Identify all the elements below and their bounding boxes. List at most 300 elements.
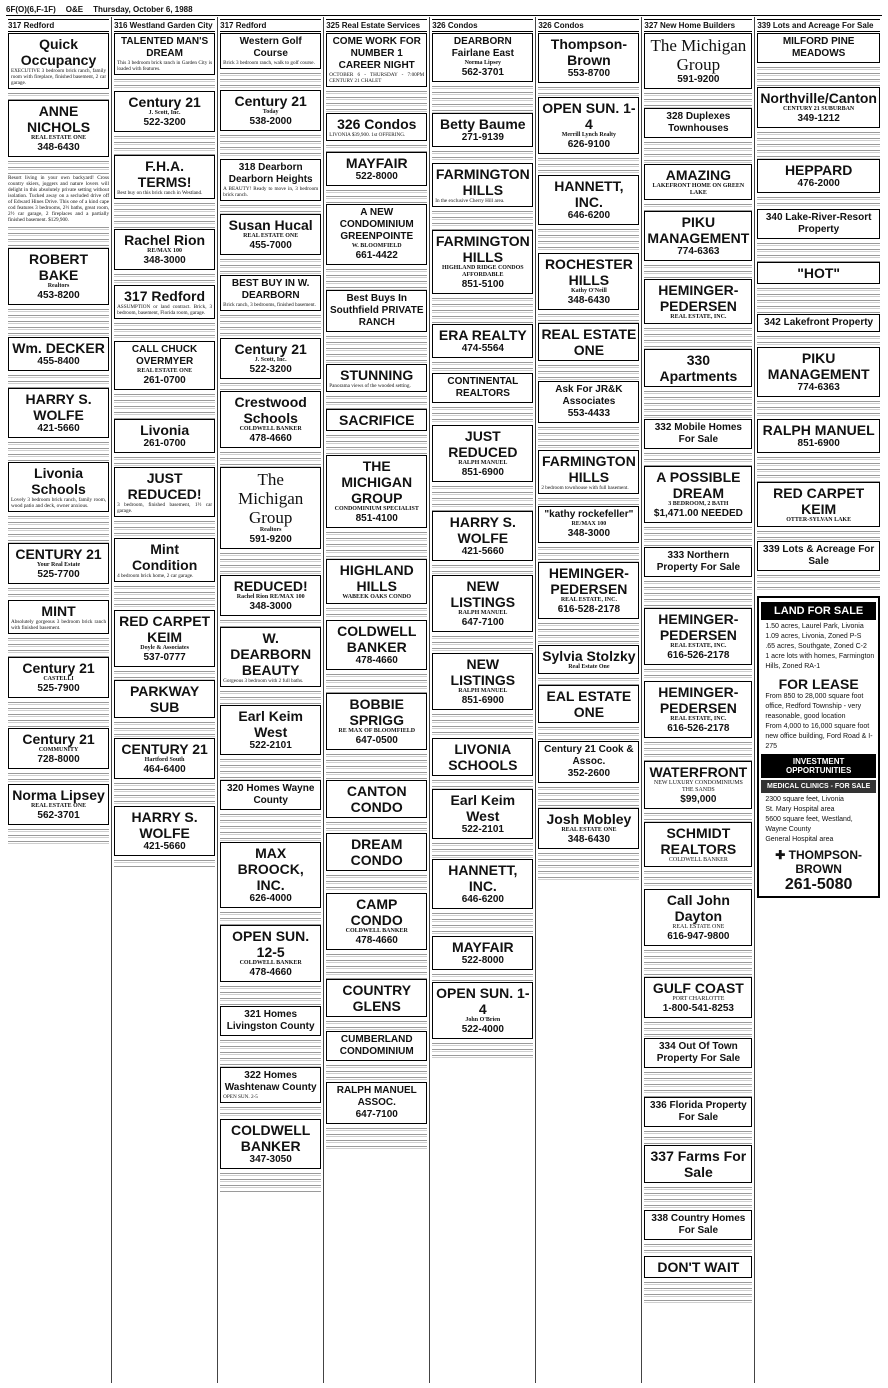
classified-ad (326, 833, 427, 871)
ad-phone: 538-2000 (249, 116, 292, 127)
broker-phone: 261-5080 (784, 876, 853, 893)
ad-title: 320 Homes Wayne County (226, 783, 315, 806)
ad-phone: 525-7700 (37, 569, 80, 580)
ad-title: OPEN SUN. 1-4 (542, 100, 636, 132)
fine-print (220, 134, 321, 159)
ad-title: Century 21 (234, 93, 307, 109)
ad-title: RALPH MANUEL ASSOC. (336, 1085, 417, 1108)
fine-print (538, 364, 639, 381)
fine-print (432, 406, 533, 425)
classified-ad (538, 33, 639, 83)
land-banner: LAND FOR SALE (761, 602, 876, 620)
ad-agency: REAL ESTATE ONE (243, 233, 299, 239)
paper-name: O&E (65, 4, 84, 14)
classified-ad (326, 693, 427, 750)
ad-title: Livonia Schools (31, 465, 86, 497)
ad-title: F.H.A. TERMS! (137, 158, 192, 190)
ad-title: Norma Lipsey (12, 787, 105, 803)
ad-phone: 647-7100 (461, 617, 504, 628)
ad-title: HEMINGER-PEDERSEN (658, 611, 739, 643)
fine-print (326, 673, 427, 693)
land-item: 1 acre lots with homes, Farmington Hills, Zoned RA-1 (765, 653, 875, 670)
ad-title: HEPPARD (784, 162, 853, 178)
fine-print (644, 390, 752, 419)
ad-agency: W. BLOOMFIELD (351, 243, 402, 249)
fine-print (432, 1042, 533, 1058)
ad-title: COLDWELL BANKER (231, 1122, 311, 1154)
ad-title: HEMINGER-PEDERSEN (658, 282, 739, 314)
classified-ad (326, 1082, 427, 1124)
column-1 (6, 17, 112, 1383)
ad-title: HEMINGER-PEDERSEN (658, 684, 739, 716)
ad-title: ROCHESTER HILLS (544, 256, 633, 288)
ad-agency: RALPH MANUEL (458, 460, 508, 466)
invest-item: 5600 square feet, Westland, Wayne County (765, 816, 853, 833)
fine-print (8, 587, 109, 600)
column-heading: 317 Redford (220, 19, 321, 32)
ad-title: SACRIFICE (339, 412, 415, 428)
fine-print (644, 526, 752, 547)
ad-phone: 348-6430 (37, 142, 80, 153)
classified-ad (326, 113, 427, 141)
fine-print (757, 66, 880, 87)
ad-title: Ask For JR&K Associates (555, 384, 623, 407)
ad-title: Rachel Rion (124, 232, 206, 248)
ad-agency: COLDWELL BANKER (239, 960, 302, 966)
classified-ad (644, 419, 752, 449)
ad-phone: 553-8700 (567, 68, 611, 79)
fine-print (644, 327, 752, 349)
classified-ad (644, 1210, 752, 1240)
ad-agency: LAKEFRONT HOME ON GREEN LAKE (652, 183, 745, 196)
ad-agency: Rachel Rion RE/MAX 100 (236, 594, 305, 600)
fine-print (644, 1281, 752, 1303)
ad-agency: J. Scott, Inc. (148, 110, 181, 116)
classified-ad (220, 214, 321, 255)
fine-print (114, 859, 215, 868)
classified-ad (114, 680, 215, 718)
classified-ad (538, 175, 639, 225)
classified-ad (220, 467, 321, 549)
ad-title: 337 Farms For Sale (650, 1148, 747, 1180)
ad-title: Call John Dayton (666, 892, 730, 924)
fine-print (644, 1021, 752, 1038)
fine-print (644, 870, 752, 889)
fine-print (644, 1130, 752, 1145)
ad-phone: 474-5564 (461, 343, 504, 354)
classified-ad (538, 741, 639, 783)
fine-print (326, 874, 427, 893)
classified-ad (326, 620, 427, 670)
ad-agency: CONDOMINIUM SPECIALIST (334, 506, 419, 512)
classified-ad (757, 159, 880, 193)
ad-phone: 522-3200 (249, 364, 292, 375)
ad-body: 2 bedroom townhouse with full basement. (541, 485, 629, 491)
ad-agency: REAL ESTATE ONE (137, 368, 193, 374)
column-heading: 317 Redford (8, 19, 109, 32)
fine-print (114, 202, 215, 229)
classified-ad (326, 204, 427, 265)
classified-ad (8, 388, 109, 438)
issue-date: Thursday, October 6, 1988 (93, 4, 193, 14)
fine-print (644, 1243, 752, 1256)
fine-print (432, 973, 533, 982)
fine-print (326, 189, 427, 204)
fine-print (326, 531, 427, 559)
classified-ad (757, 33, 880, 63)
fine-print (757, 530, 880, 541)
classified-ad (220, 575, 321, 616)
fine-print (757, 574, 880, 592)
classified-ad (8, 600, 109, 634)
invest-item: St. Mary Hospital area (765, 806, 835, 813)
ad-title: COUNTRY GLENS (342, 982, 412, 1014)
ad-agency: REAL ESTATE, INC. (670, 716, 727, 722)
ad-body: 3 bedroom, finished basement, 1½ car garage. (117, 502, 213, 514)
classified-ad (432, 575, 533, 632)
ad-phone: 522-8000 (461, 955, 504, 966)
ad-phone: 537-0777 (143, 652, 186, 663)
ad-phone: 661-4422 (355, 250, 398, 261)
fine-print (538, 497, 639, 506)
ad-title: MINT (41, 603, 76, 619)
classified-ad (8, 33, 109, 89)
ad-phone: 453-8200 (37, 290, 80, 301)
fine-print (757, 400, 880, 419)
classified-ad (644, 349, 752, 387)
classified-ad (220, 159, 321, 201)
ad-phone: 525-7900 (37, 683, 80, 694)
ad-phone: 626-4000 (249, 893, 292, 904)
classified-page (6, 17, 882, 1383)
ad-phone: 851-5100 (461, 279, 504, 290)
ad-title: SCHMIDT REALTORS (660, 825, 737, 857)
classified-ad (644, 108, 752, 138)
classified-ad (114, 610, 215, 667)
fine-print (326, 395, 427, 409)
ad-phone: 562-3701 (37, 810, 80, 821)
fine-print (220, 911, 321, 925)
ad-title: Century 21 Cook & Assoc. (544, 744, 634, 767)
classified-ad (538, 323, 639, 361)
classified-ad (326, 364, 427, 392)
classified-ad (8, 784, 109, 825)
lease-title: FOR LEASE (778, 676, 859, 692)
ad-phone: 271-9139 (461, 132, 504, 143)
classified-ad (644, 822, 752, 867)
ad-title: COLDWELL BANKER (337, 623, 417, 655)
fine-print (220, 1039, 321, 1067)
ad-phone: 478-4660 (249, 433, 292, 444)
ad-agency: RE/MAX 100 (147, 248, 183, 254)
ad-title: 333 Northern Property For Sale (656, 550, 741, 573)
fine-print (644, 1071, 752, 1097)
ad-agency: Your Real Estate (36, 562, 81, 568)
ad-title: 339 Lots & Acreage For Sale (762, 544, 875, 567)
ad-title: CALL CHUCK OVERMYER (131, 344, 198, 367)
classified-ad (757, 209, 880, 239)
fine-print (114, 273, 215, 285)
fine-print (538, 546, 639, 562)
ad-title: 328 Duplexes Townhouses (666, 111, 731, 134)
classified-ad (326, 409, 427, 431)
classified-ad (432, 163, 533, 207)
fine-print (644, 949, 752, 977)
fine-print (220, 382, 321, 391)
fine-print (432, 361, 533, 373)
classified-ad (432, 373, 533, 403)
classified-ad (326, 455, 427, 528)
fine-print (220, 204, 321, 214)
ad-phone: 522-2101 (461, 824, 504, 835)
classified-ad (326, 33, 427, 87)
fine-print (538, 677, 639, 685)
ad-title: HARRY S. WOLFE (25, 391, 92, 423)
classified-ad (114, 229, 215, 270)
column-heading: 326 Condos (432, 19, 533, 32)
ad-title: Century 21 (234, 341, 307, 357)
ad-agency: Kathy O'Neill (570, 288, 607, 294)
ad-title: COME WORK FOR NUMBER 1 CAREER NIGHT (332, 36, 421, 71)
fine-print (220, 1106, 321, 1119)
ad-title: 330 Apartments (659, 352, 738, 384)
ad-body: Absolutely gorgeous 3 bedroom brick ranch with finished basement. (11, 619, 107, 631)
fine-print (538, 313, 639, 323)
lease-text: From 4,000 to 16,000 square foot new office building, Ford Road & I-275 (765, 723, 873, 750)
ad-phone: 352-2600 (567, 768, 611, 779)
fine-print (8, 441, 109, 462)
ad-phone: 647-0500 (355, 735, 398, 746)
ad-title: HANNETT, INC. (554, 178, 624, 210)
broker-name (761, 848, 876, 876)
fine-print (326, 268, 427, 290)
ad-title: RED CARPET KEIM (773, 485, 865, 517)
ad-phone: 522-2101 (249, 740, 292, 751)
ad-title: ANNE NICHOLS (27, 103, 91, 135)
ad-body: Panorama views of the wooded setting. (329, 383, 411, 389)
ad-body: 4 bedroom brick home, 2 car garage. (117, 573, 194, 579)
classified-ad (114, 806, 215, 856)
ad-title: HEMINGER-PEDERSEN (548, 565, 629, 597)
ad-title: CUMBERLAND CONDOMINIUM (339, 1034, 414, 1057)
ad-phone: 421-5660 (37, 423, 80, 434)
ad-title: 322 Homes Washtenaw County (224, 1070, 317, 1093)
fine-print (326, 821, 427, 833)
ad-title: CAMP CONDO (350, 896, 403, 928)
ad-agency: OTTER-SYLVAN LAKE (786, 517, 852, 523)
ad-title: 318 Dearborn Dearborn Heights (228, 162, 313, 185)
fine-print (432, 779, 533, 789)
classified-ad (114, 285, 215, 319)
ad-title: "HOT" (797, 265, 841, 281)
ad-agency: RALPH MANUEL (458, 610, 508, 616)
ad-phone: 774-6363 (797, 382, 840, 393)
fine-print (644, 580, 752, 608)
classified-ad (114, 467, 215, 517)
classified-ad (757, 419, 880, 453)
ad-title: PIKU MANAGEMENT (767, 350, 870, 382)
classified-ad (114, 155, 215, 199)
ad-phone: 553-4433 (567, 408, 611, 419)
ad-phone: 522-4000 (461, 1024, 504, 1035)
ad-title: Sylvia Stolzky (542, 648, 636, 664)
ad-agency: COLDWELL BANKER (345, 928, 408, 934)
classified-ad (220, 275, 321, 311)
ad-title: GULF COAST (652, 980, 744, 996)
classified-ad (326, 290, 427, 332)
ad-phone: 626-9100 (567, 139, 611, 150)
ad-title: HANNETT, INC. (448, 862, 518, 894)
ad-title: 332 Mobile Homes For Sale (654, 422, 742, 445)
classified-ad (757, 87, 880, 128)
column-8-ads (757, 19, 880, 592)
ad-title: OPEN SUN. 1-4 (436, 985, 530, 1017)
ad-title: Thompson-Brown (550, 36, 627, 68)
ad-title: 336 Florida Property For Sale (650, 1100, 747, 1123)
ad-title: FARMINGTON HILLS (435, 166, 530, 198)
classified-ad (326, 893, 427, 950)
fine-print (538, 622, 639, 645)
column-heading: 339 Lots and Acreage For Sale (757, 19, 880, 32)
fine-print (326, 1127, 427, 1152)
ad-agency: CENTURY 21 SUBURBAN (783, 106, 855, 112)
ad-body: Lovely 3 bedroom brick ranch, family room, wood patio and deck, owner anxious. (11, 497, 107, 509)
fine-print (432, 564, 533, 575)
ad-phone: 349-1212 (797, 113, 840, 124)
classified-ad (114, 538, 215, 582)
ad-agency: Realtors (259, 527, 282, 533)
fine-print (432, 150, 533, 163)
ad-title: MAYFAIR (451, 939, 514, 955)
classified-ad (220, 1119, 321, 1169)
ad-title: EAL ESTATE ONE (546, 688, 632, 720)
classified-ad (644, 33, 752, 89)
ad-body: LIVONIA $39,900. 1st OFFERING. (329, 132, 406, 138)
ad-body: EXECUTIVE 3 bedroom brick ranch, family room with fireplace, finished basement, 2 car garage. (11, 68, 107, 86)
ad-title: DON'T WAIT (657, 1259, 740, 1275)
ad-title: Best Buys In Southfield PRIVATE RANCH (329, 293, 424, 328)
fine-print (8, 92, 109, 100)
ad-title: FARMINGTON HILLS (435, 233, 530, 265)
classified-ad (326, 979, 427, 1017)
classified-ad (644, 279, 752, 324)
classified-ad (757, 347, 880, 397)
land-item: .65 acres, Southgate, Zoned C-2 (765, 643, 867, 650)
ad-phone: 562-3701 (461, 67, 504, 78)
invest-title: INVESTMENT OPPORTUNITIES (761, 754, 876, 778)
column-heading: 316 Westland Garden City (114, 19, 215, 32)
classified-ad (114, 91, 215, 132)
fine-print (220, 813, 321, 842)
classified-ad (757, 262, 880, 284)
ad-title: The Michigan Group (238, 470, 304, 527)
column-8 (755, 17, 882, 1383)
column-heading: 325 Real Estate Services (326, 19, 427, 32)
classified-ad (538, 562, 639, 619)
ad-agency: NEW LUXURY CONDOMINIUMS THE SANDS (653, 780, 743, 793)
fine-print (220, 985, 321, 1006)
land-item: 1.09 acres, Livonia, Zoned P-S (765, 633, 862, 640)
fine-print (644, 452, 752, 466)
classified-ad (432, 113, 533, 147)
ad-phone: 455-7000 (249, 240, 292, 251)
ad-phone: 348-6430 (567, 834, 611, 845)
fine-print (432, 713, 533, 738)
ad-phone: 728-8000 (37, 754, 80, 765)
classified-ad (326, 559, 427, 604)
ad-title: NEW LISTINGS (450, 578, 516, 610)
column-heading: 327 New Home Builders (644, 19, 752, 32)
page-header (6, 3, 882, 16)
ad-phone: 476-2000 (797, 178, 840, 189)
ad-title: REDUCED! (233, 578, 308, 594)
classified-ad (644, 761, 752, 809)
ad-title: 317 Redford (124, 288, 206, 304)
classified-ad (538, 808, 639, 849)
fine-print (326, 607, 427, 620)
ad-agency: COLDWELL BANKER (668, 857, 728, 863)
fine-print (757, 131, 880, 159)
ad-title: OPEN SUN. 12-5 (232, 928, 310, 960)
ad-title: A NEW CONDOMINIUM GREENPOINTE (339, 207, 414, 242)
fine-print (644, 92, 752, 108)
fine-print (326, 144, 427, 152)
invest-item: 2300 square feet, Livonia (765, 796, 844, 803)
classified-ad (432, 324, 533, 358)
classified-ad (644, 211, 752, 261)
classified-ad (326, 1031, 427, 1061)
column-2 (112, 17, 218, 1383)
classified-ad (432, 230, 533, 294)
broker-label: THOMPSON-BROWN (788, 848, 863, 876)
ad-title: THE MICHIGAN GROUP (341, 458, 413, 506)
ad-phone: 646-6200 (567, 210, 611, 221)
ad-title: HARRY S. WOLFE (131, 809, 198, 841)
ad-phone: 464-6400 (143, 764, 186, 775)
ad-title: RED CARPET KEIM (119, 613, 211, 645)
classified-ad (220, 705, 321, 755)
fine-print (644, 668, 752, 681)
fine-print (538, 426, 639, 450)
ad-body: OCTOBER 6 - THURSDAY - 7:00PM CENTURY 21 CHALET (329, 72, 425, 84)
ad-phone: 348-6430 (567, 295, 611, 306)
ad-title: MAX BROOCK, INC. (237, 845, 304, 893)
ad-phone: 261-0700 (143, 375, 186, 386)
ad-body: ASSUMPTION or land contract. Brick, 3 bedroom, basement, Florida room, garage. (117, 304, 213, 316)
classified-ad (644, 1097, 752, 1127)
ad-title: AMAZING (665, 167, 732, 183)
fine-print (8, 701, 109, 728)
ad-agency: REAL ESTATE ONE (672, 924, 725, 930)
ad-agency: COLDWELL BANKER (239, 426, 302, 432)
ad-body: Best buy on this brick ranch in Westland. (117, 190, 203, 196)
ad-title: BEST BUY IN W. DEARBORN (231, 278, 310, 301)
ad-body: OPEN SUN. 2-5 (223, 1094, 258, 1100)
ad-title: DEARBORN Fairlane East (451, 36, 514, 59)
classified-ad (8, 728, 109, 769)
fine-print (538, 852, 639, 881)
ad-title: "kathy rockefeller" (544, 509, 634, 520)
classified-ad (644, 977, 752, 1018)
ad-body: Resort living in your own backyard! Cross country skiers, joggers and nature lovers will delight in this absolutely private setting without isolation. Tucked away on a secluded drive off of Edward Hines Drive. This one of a kind cape cod features 3 bedrooms, 2½ baths, great room, 2½ car garage, 2 fireplaces and a partially finished basement. $129,900. (8, 175, 110, 223)
ad-title: Northville/Canton (760, 90, 877, 106)
ad-title: PARKWAY SUB (129, 683, 200, 715)
ad-phone: 851-6900 (461, 695, 504, 706)
classified-ad (220, 391, 321, 448)
ad-title: The Michigan Group (650, 36, 747, 74)
ad-agency: REAL ESTATE ONE (561, 827, 617, 833)
lease-text: From 850 to 28,000 square foot office, Redford Township - very reasonable, good location (765, 693, 864, 720)
